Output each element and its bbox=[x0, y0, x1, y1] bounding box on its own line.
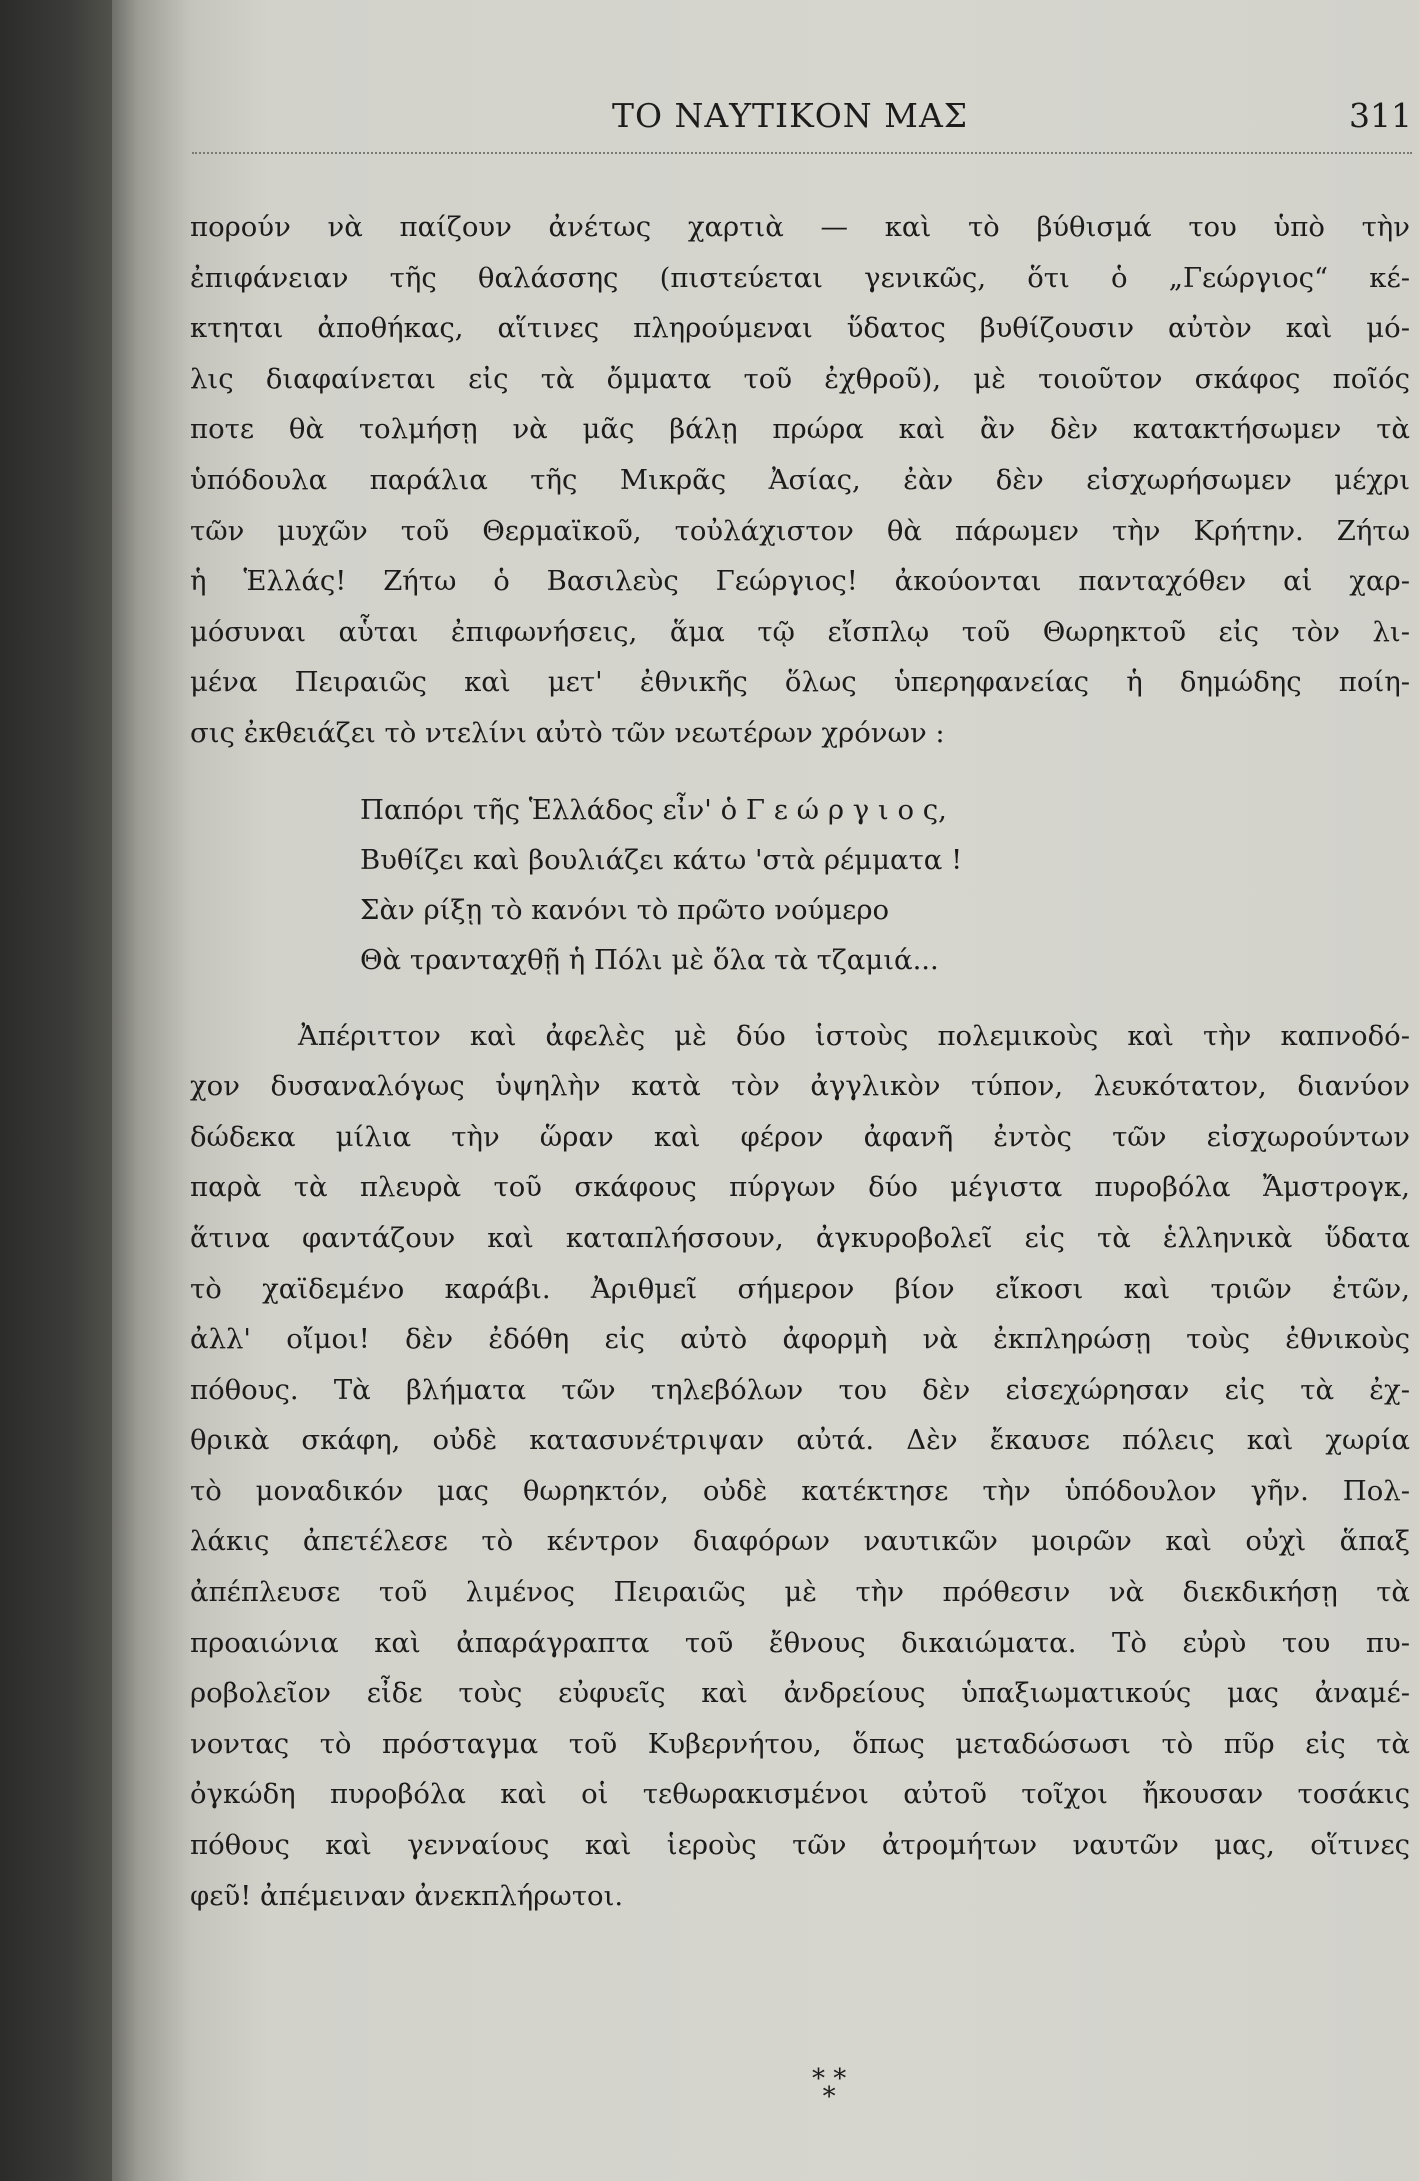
text-line: νοντας τὸ πρόσταγμα τοῦ Κυβερνήτου, ὅπως μεταδώσωσι τὸ πῦρ εἰς τὰ bbox=[190, 1727, 1410, 1760]
scan-margin bbox=[0, 0, 118, 2181]
poem-line: Σὰν ρίξῃ τὸ κανόνι τὸ πρῶτο νούμερο bbox=[360, 893, 890, 926]
text-line: ἀπέπλευσε τοῦ λιμένος Πειραιῶς μὲ τὴν πρόθεσιν νὰ διεκδικήσῃ τὰ bbox=[190, 1576, 1410, 1609]
poem-line: Βυθίζει καὶ βουλιάζει κάτω 'στὰ ρέμματα ! bbox=[360, 843, 963, 876]
text-line: ποτε θὰ τολμήσῃ νὰ μᾶς βάλῃ πρώρα καὶ ἂν δὲν κατακτήσωμεν τὰ bbox=[190, 413, 1410, 446]
text-line: ἡ Ἑλλάς! Ζήτω ὁ Βασιλεὺς Γεώργιος! ἀκούονται πανταχόθεν αἱ χαρ- bbox=[190, 565, 1410, 598]
body-text bbox=[190, 202, 1410, 1921]
text-line: πόθους καὶ γενναίους καὶ ἱεροὺς τῶν ἀτρομήτων ναυτῶν μας, οἵτινες bbox=[190, 1829, 1410, 1862]
text-line: ὀγκώδη πυροβόλα καὶ οἱ τεθωρακισμένοι αὐτοῦ τοῖχοι ἤκουσαν τοσάκις bbox=[190, 1778, 1410, 1811]
paragraph-1 bbox=[190, 202, 1410, 759]
text-line: προαιώνια καὶ ἀπαράγραπτα τοῦ ἔθνους δικαιώματα. Τὸ εὐρὺ του πυ- bbox=[190, 1626, 1410, 1659]
text-line: ἅτινα φαντάζουν καὶ καταπλήσσουν, ἀγκυροβολεῖ εἰς τὰ ἑλληνικὰ ὕδατα bbox=[190, 1221, 1410, 1254]
text-line: λάκις ἀπετέλεσε τὸ κέντρον διαφόρων ναυτικῶν μοιρῶν καὶ οὐχὶ ἅπαξ bbox=[190, 1525, 1410, 1558]
text-line: ροβολεῖον εἶδε τοὺς εὐφυεῖς καὶ ἀνδρείους ὑπαξιωματικούς μας ἀναμέ- bbox=[190, 1677, 1410, 1710]
poem-line: Θὰ τρανταχθῇ ἡ Πόλι μὲ ὅλα τὰ τζαμιά... bbox=[360, 943, 939, 976]
header-rule bbox=[192, 152, 1412, 154]
text-line: μένα Πειραιῶς καὶ μετ' ἐθνικῆς ὅλως ὑπερηφανείας ἡ δημώδης ποίη- bbox=[190, 666, 1410, 699]
text-line: σις ἐκθειάζει τὸ ντελίνι αὐτὸ τῶν νεωτέρων χρόνων : bbox=[190, 716, 945, 749]
book-page bbox=[112, 0, 1419, 2181]
text-line: πόθους. Τὰ βλήματα τῶν τηλεβόλων του δὲν εἰσεχώρησαν εἰς τὰ ἐχ- bbox=[190, 1373, 1410, 1406]
page-header bbox=[182, 96, 1412, 148]
text-line: λις διαφαίνεται εἰς τὰ ὄμματα τοῦ ἐχθροῦ), μὲ τοιοῦτον σκάφος ποῖός bbox=[190, 362, 1410, 395]
text-line: πορούν νὰ παίζουν ἀνέτως χαρτιὰ — καὶ τὸ βύθισμά του ὑπὸ τὴν bbox=[190, 211, 1410, 243]
paragraph-2 bbox=[190, 1011, 1410, 1922]
text-line: ὑπόδουλα παράλια τῆς Μικρᾶς Ἀσίας, ἐὰν δὲν εἰσχωρήσωμεν μέχρι bbox=[190, 463, 1410, 496]
text-line: χον δυσαναλόγως ὑψηλὴν κατὰ τὸν ἀγγλικὸν τύπον, λευκότατον, διανύον bbox=[190, 1070, 1410, 1103]
text-line: θρικὰ σκάφη, οὐδὲ κατασυνέτριψαν αὐτά. Δὲν ἔκαυσε πόλεις καὶ χωρία bbox=[190, 1424, 1410, 1457]
text-line: ἐπιφάνειαν τῆς θαλάσσης (πιστεύεται γενικῶς, ὅτι ὁ „Γεώργιος“ κέ- bbox=[190, 261, 1410, 294]
poem-verse bbox=[190, 785, 1410, 985]
text-line: παρὰ τὰ πλευρὰ τοῦ σκάφους πύργων δύο μέγιστα πυροβόλα Ἄμστρογκ, bbox=[190, 1171, 1410, 1204]
text-line: τὸ μοναδικόν μας θωρηκτόν, οὐδὲ κατέκτησε τὴν ὑπόδουλον γῆν. Πολ- bbox=[190, 1474, 1410, 1507]
running-title: ΤΟ ΝΑΥΤΙΚΟΝ ΜΑΣ bbox=[612, 96, 969, 135]
text-line: τὸ χαϊδεμένο καράβι. Ἀριθμεῖ σήμερον βίον εἴκοσι καὶ τριῶν ἐτῶν, bbox=[190, 1272, 1410, 1305]
section-break-asterisks: * * * bbox=[812, 2064, 847, 2112]
text-line: δώδεκα μίλια τὴν ὥραν καὶ φέρον ἀφανῆ ἐντὸς τῶν εἰσχωρούντων bbox=[190, 1120, 1410, 1153]
text-line: κτηται ἀποθήκας, αἵτινες πληρούμεναι ὕδατος βυθίζουσιν αὐτὸν καὶ μό- bbox=[190, 312, 1410, 345]
text-line: μόσυναι αὗται ἐπιφωνήσεις, ἅμα τῷ εἴσπλῳ τοῦ Θωρηκτοῦ εἰς τὸν λι- bbox=[190, 615, 1410, 648]
poem-line: Παπόρι τῆς Ἑλλάδος εἶν' ὁ Γ ε ώ ρ γ ι ο ς, bbox=[360, 793, 947, 826]
page-number: 311 bbox=[1349, 96, 1412, 135]
text-line: Ἀπέριττον καὶ ἀφελὲς μὲ δύο ἱστοὺς πολεμικοὺς καὶ τὴν καπνοδό- bbox=[298, 1019, 1410, 1052]
text-line: φεῦ! ἀπέμειναν ἀνεκπλήρωτοι. bbox=[190, 1879, 624, 1912]
text-line: τῶν μυχῶν τοῦ Θερμαϊκοῦ, τοὐλάχιστον θὰ πάρωμεν τὴν Κρήτην. Ζήτω bbox=[190, 514, 1410, 547]
text-line: ἀλλ' οἴμοι! δὲν ἐδόθη εἰς αὐτὸ ἀφορμὴ νὰ ἐκπληρώσῃ τοὺς ἐθνικοὺς bbox=[190, 1323, 1410, 1356]
